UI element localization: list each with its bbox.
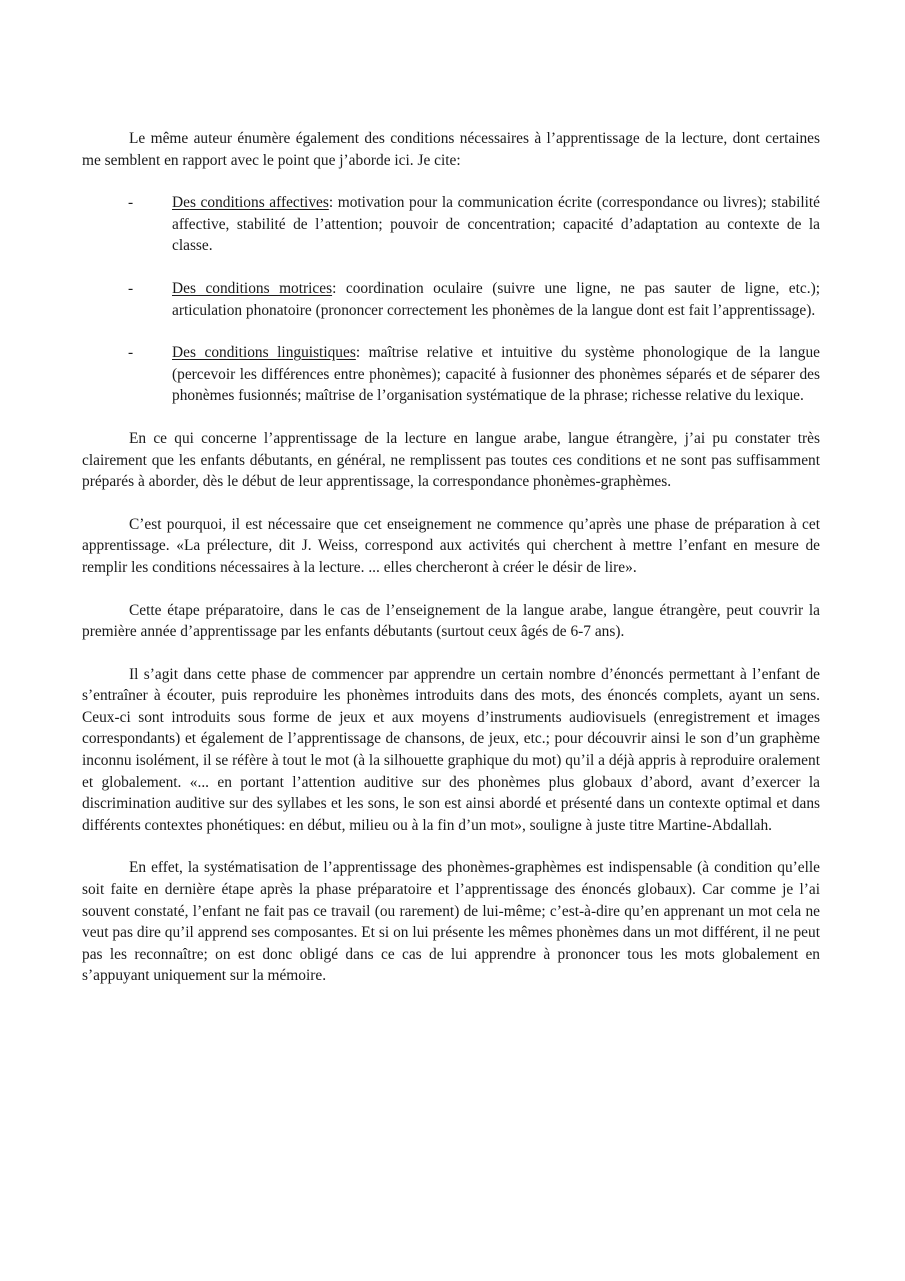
condition-term-motrices: Des conditions motrices (172, 279, 333, 297)
intro-paragraph: Le même auteur énumère également des conditions nécessaires à l’apprentissage de la lecture, dont certaines me semblent en rapport avec le point que j’aborde ici. Je cite: (82, 130, 820, 169)
body-paragraph: En ce qui concerne l’apprentissage de la lecture en langue arabe, langue étrangère, j’ai pu constater très clairement que les enfants débutants, en général, ne remplissent pas toutes ces conditions et ne sont pas suffisamment préparés à aborder, dès le début de leur apprentissage, la correspondance phonèmes-graphèmes. (82, 429, 820, 491)
list-item (82, 192, 820, 257)
body-paragraph: En effet, la systématisation de l’apprentissage des phonèmes-graphèmes est indispensable (à condition qu’elle soit faite en dernière étape après la phase préparatoire et l’apprentissage des énoncés globaux). Car comme je l’ai souvent constaté, l’enfant ne fait pas ce travail (ou rarement) de lui-même; c’est-à-dire qu’en apprenant un mot cela ne veut pas dire qu’il apprend ses composantes. Et si on lui présente les mêmes phonèmes dans un mot différent, il ne peut pas les reconnaître; on est donc obligé dans ce cas de lui apprendre à prononcer tous les mots globalement en s’appuyant uniquement sur la mémoire. (82, 859, 820, 985)
condition-text: : motivation pour la communication écrite (correspondance ou livres); stabilité affective, stabilité de l’attention; pouvoir de concentration; capacité d’adaptation au contexte de la classe. (172, 194, 820, 255)
list-dash: - (128, 194, 134, 212)
list-item (82, 342, 820, 407)
body-paragraph: Il s’agit dans cette phase de commencer par apprendre un certain nombre d’énoncés permettant à l’enfant de s’entraîner à écouter, puis reproduire les phonèmes introduits dans des mots, des énoncés complets, ayant un sens. Ceux-ci sont introduits sous forme de jeux et aux moyens d’instruments audiovisuels (enregistrement et images correspondants) et également de l’apprentissage de chansons, de jeux, etc.; pour découvrir ainsi le son d’un graphème inconnu isolément, il se réfère à tout le mot (à la silhouette graphique du mot) qu’il a déjà appris à reproduire oralement et globalement. «... en portant l’attention auditive sur des phonèmes plus globaux d’abord, avant d’exercer la discrimination auditive sur des syllabes et les sons, le son est ainsi abordé et présenté dans un contexte optimal et dans différents contextes phonétiques: en début, milieu ou à la fin d’un mot», souligne à juste titre Martine-Abdallah. (82, 665, 820, 834)
condition-text: : maîtrise relative et intuitive du système phonologique de la langue (percevoir les différences entre phonèmes); capacité à fusionner des phonèmes séparés et de séparer des phonèmes fusionnés; maîtrise de l’organisation systématique de la phrase; richesse relative du lexique. (172, 344, 820, 405)
condition-term-affectives: Des conditions affectives (172, 194, 329, 212)
list-item (82, 278, 820, 321)
document-page (82, 128, 820, 1008)
list-dash: - (128, 279, 134, 297)
conditions-list (82, 192, 820, 407)
condition-term-linguistiques: Des conditions linguistiques (172, 344, 356, 362)
body-paragraph: C’est pourquoi, il est nécessaire que cet enseignement ne commence qu’après une phase de préparation à cet apprentissage. «La prélecture, dit J. Weiss, correspond aux activités qui cherchent à mettre l’enfant en mesure de remplir les conditions nécessaires à la lecture. ... elles chercheront à créer le désir de lire». (82, 515, 820, 576)
body-paragraph: Cette étape préparatoire, dans le cas de l’enseignement de la langue arabe, langue étrangère, peut couvrir la première année d’apprentissage par les enfants débutants (surtout ceux âgés de 6-7 ans). (82, 601, 820, 641)
list-dash: - (128, 344, 134, 362)
condition-text: : coordination oculaire (suivre une ligne, ne pas sauter de ligne, etc.); articulation phonatoire (prononcer correctement les phonèmes de la langue dont est fait l’apprentissage). (172, 279, 820, 319)
